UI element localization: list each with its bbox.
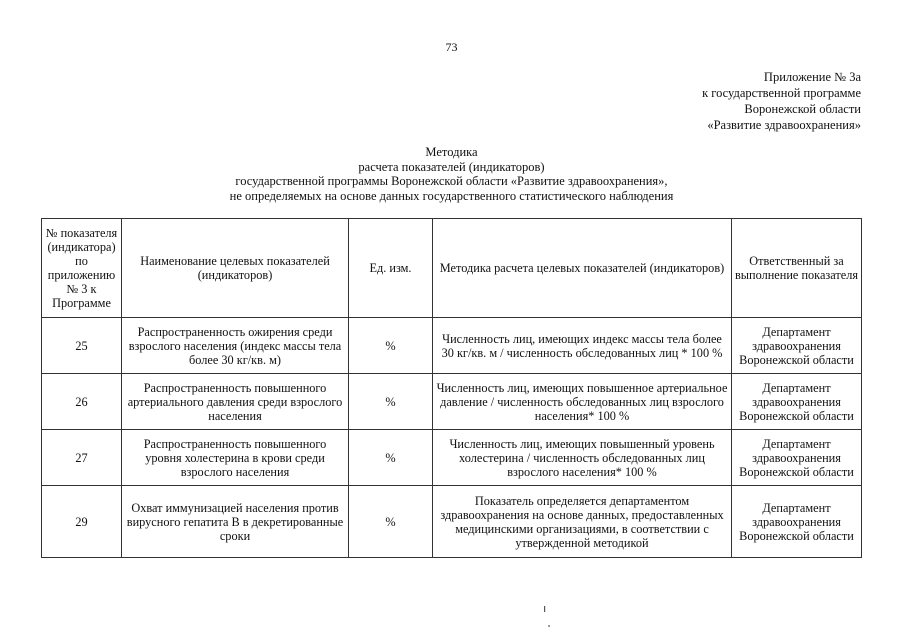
table-row xyxy=(42,318,862,374)
table-row xyxy=(42,486,862,558)
cell-responsible: Департамент здравоохранения Воронежской области xyxy=(732,318,862,374)
appendix-line: Приложение № 3а xyxy=(763,70,861,84)
appendix-line: «Развитие здравоохранения» xyxy=(707,118,861,132)
appendix-line: к государственной программе xyxy=(702,86,861,100)
cell-indicator-name: Охват иммунизацией населения против вирусного гепатита В в декретированные сроки xyxy=(122,486,349,558)
header-indicator-number: № показателя (индикатора) по приложению № 3 к Программе xyxy=(42,219,122,318)
cell-method: Численность лиц, имеющих повышенное артериальное давление / численность обследованных лиц взрослого населения* 100 % xyxy=(433,374,732,430)
cell-method: Показатель определяется департаментом здравоохранения на основе данных, предоставленных медицинскими организациями, в соответствии с утвержденной методикой xyxy=(433,486,732,558)
cell-indicator-number: 29 xyxy=(42,486,122,558)
table-header-row xyxy=(42,219,862,318)
document-title xyxy=(0,145,903,203)
cell-unit: % xyxy=(349,374,433,430)
cell-indicator-number: 27 xyxy=(42,430,122,486)
cell-method: Численность лиц, имеющих повышенный уровень холестерина / численность обследованных лиц взрослого населения* 100 % xyxy=(433,430,732,486)
cell-indicator-number: 25 xyxy=(42,318,122,374)
cell-method: Численность лиц, имеющих индекс массы тела более 30 кг/кв. м / численность обследованных лиц * 100 % xyxy=(433,318,732,374)
appendix-note xyxy=(702,69,861,133)
cell-responsible: Департамент здравоохранения Воронежской области xyxy=(732,374,862,430)
cell-responsible: Департамент здравоохранения Воронежской области xyxy=(732,486,862,558)
cell-unit: % xyxy=(349,430,433,486)
title-line: расчета показателей (индикаторов) xyxy=(358,159,545,174)
header-responsible: Ответственный за выполнение показателя xyxy=(732,219,862,318)
table-row xyxy=(42,430,862,486)
cell-responsible: Департамент здравоохранения Воронежской области xyxy=(732,430,862,486)
header-indicator-name: Наименование целевых показателей (индикаторов) xyxy=(122,219,349,318)
cell-unit: % xyxy=(349,486,433,558)
cell-indicator-number: 26 xyxy=(42,374,122,430)
title-line: государственной программы Воронежской области «Развитие здравоохранения», xyxy=(235,174,668,188)
cell-indicator-name: Распространенность ожирения среди взрослого населения (индекс массы тела более 30 кг/кв. м) xyxy=(122,318,349,374)
title-line: Методика xyxy=(425,145,478,159)
header-unit: Ед. изм. xyxy=(349,219,433,318)
scan-speck xyxy=(544,606,545,612)
table-row xyxy=(42,374,862,430)
scan-speck xyxy=(548,625,550,627)
cell-indicator-name: Распространенность повышенного уровня холестерина в крови среди взрослого населения xyxy=(122,430,349,486)
appendix-line: Воронежской области xyxy=(744,102,861,116)
header-method: Методика расчета целевых показателей (индикаторов) xyxy=(433,219,732,318)
title-line: не определяемых на основе данных государственного статистического наблюдения xyxy=(229,188,674,203)
indicators-table xyxy=(41,218,862,558)
cell-unit: % xyxy=(349,318,433,374)
cell-indicator-name: Распространенность повышенного артериального давления среди взрослого населения xyxy=(122,374,349,430)
page-number: 73 xyxy=(445,40,458,54)
